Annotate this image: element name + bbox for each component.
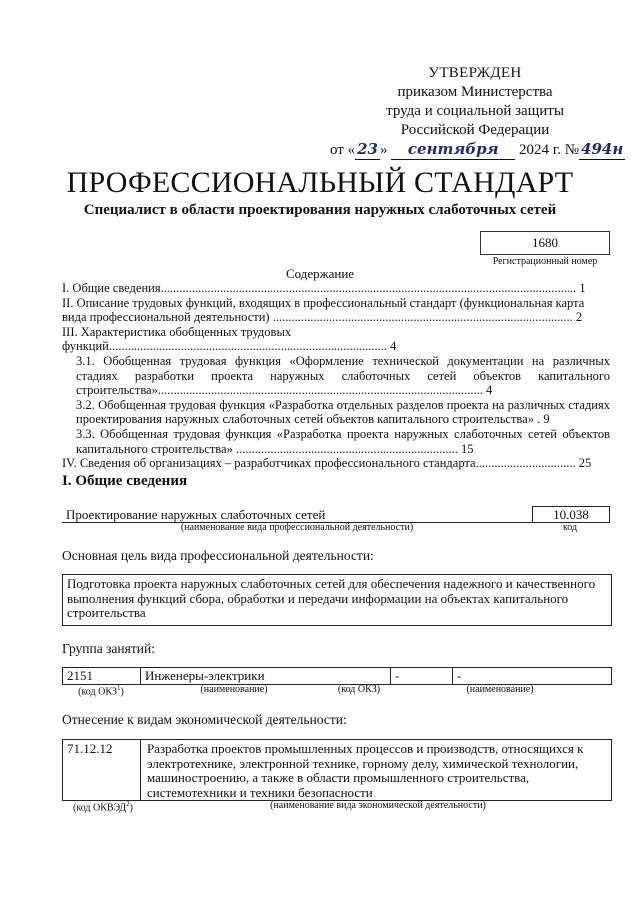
toc-item[interactable]: 3.1. Обобщенная трудовая функция «Оформление технической документации на различных стадиях разработки проекта наружных слаботочных сетей объектов капитального строительства»........................................................................................................ 4 (76, 353, 610, 398)
activity-caption: (наименование вида профессиональной деятельности) (180, 522, 414, 533)
toc-item-text: 3.3. Обобщенная трудовая функция «Разработка проекта наружных слаботочных сетей объектов капитального строительства» (76, 426, 610, 456)
toc-item-text: III. Характеристика обобщенных трудовых функций (62, 324, 292, 354)
standard-subtitle: Специалист в области проектирования наружных слаботочных сетей (83, 202, 557, 218)
okz-code-1: 2151 (63, 668, 141, 684)
toc-item-page: 4 (390, 339, 397, 354)
econ-label: Отнесение к видам экономической деятельности: (62, 712, 347, 727)
toc-item-page: 2 (575, 310, 583, 325)
section-heading: I. Общие сведения (62, 473, 188, 489)
okz-code-2: - (391, 668, 453, 684)
okz-code-caption-2: (код ОКЗ) (337, 684, 381, 695)
standard-title: ПРОФЕССИОНАЛЬНЫЙ СТАНДАРТ (66, 166, 574, 199)
toc-item-text: I. Общие сведения (62, 281, 161, 295)
occupation-group-table (62, 667, 612, 685)
goal-text: Подготовка проекта наружных слаботочных сетей для обеспечения надежного и качественного выполнения функций сбора, обработки и передачи информации на объектах капитального строительства (67, 576, 596, 621)
registration-number-box: 1680 (480, 231, 610, 255)
okz-name-caption-1: (наименование) (200, 684, 268, 695)
toc-item-page: 9 (543, 412, 550, 427)
okz-name-2: - (457, 668, 462, 683)
toc-item-text: 3.1. Обобщенная трудовая функция «Оформление технической документации на различных стадиях разработки проекта наружных слаботочных сетей объектов капитального строительства» (76, 353, 610, 398)
approval-line-labor: труда и социальной защиты (386, 103, 564, 119)
date-day: 23 (357, 140, 378, 158)
approval-line-federation: Российской Федерации (400, 122, 550, 138)
activity-code-box: 10.038 (532, 506, 610, 523)
goal-label: Основная цель вида профессиональной деятельности: (62, 548, 374, 563)
date-month: сентября (391, 140, 515, 160)
okz-name-caption-2: (наименование) (466, 684, 534, 695)
okved-code-caption: (код ОКВЭД$^2$) (73, 800, 133, 814)
goal-box (62, 574, 612, 626)
toc-item-text: IV. Сведения об организациях – разработчиках профессионального стандарта (62, 456, 476, 471)
okved-code: 71.12.12 (63, 740, 141, 800)
approval-block (330, 64, 624, 160)
toc-item[interactable]: II. Описание трудовых функций, входящих в профессиональный стандарт (функциональная карта вида профессиональной деятельности) ................................................................................................ 2 (62, 295, 585, 325)
toc-item-page: 25 (578, 456, 592, 471)
activity-name: Проектирование наружных слаботочных сетей (66, 507, 326, 522)
activity-name-field (62, 507, 532, 523)
table-of-contents (62, 281, 610, 471)
toc-item[interactable]: IV. Сведения об организациях – разработчиках профессионального стандарта................................ 25 (62, 456, 592, 471)
date-year: 2024 г. № (518, 142, 580, 158)
approval-line-ministry: приказом Министерства (397, 84, 553, 100)
approval-heading: УТВЕРЖДЕН (428, 65, 522, 81)
okz-code-caption-1: (код ОКЗ$^1$) (78, 684, 124, 698)
toc-item-page: 15 (460, 441, 474, 456)
toc-title: Содержание (285, 266, 355, 281)
date-mid: » (379, 142, 388, 158)
okved-name: Разработка проектов промышленных процессов и производств, относящихся к электротехнике, электронной технике, горному делу, химической технологии, машиностроению, а также в области промышленного строительства, системотехники и техники безопасности (147, 741, 584, 800)
economic-activity-table (62, 739, 612, 801)
toc-item[interactable]: III. Характеристика обобщенных трудовых функций......................................................................................... 4 (62, 324, 397, 354)
code-caption: код (562, 522, 578, 533)
toc-item[interactable]: 3.2. Обобщенная трудовая функция «Разработка отдельных разделов проекта на различных стадиях проектирования наружных слаботочных сетей объектов капитального строительства» . 9 (76, 397, 610, 427)
toc-item-page: 1 (579, 281, 586, 295)
order-number: 494н (581, 140, 624, 158)
toc-item-text: II. Описание трудовых функций, входящих в профессиональный стандарт (функциональная карта вида профессиональной деятельности) (62, 295, 585, 325)
toc-item[interactable]: I. Общие сведения..................................................................................................................................... 1 (62, 281, 586, 295)
date-prefix: от « (330, 142, 356, 158)
approval-date-line (330, 140, 624, 160)
toc-item-text: 3.2. Обобщенная трудовая функция «Разработка отдельных разделов проекта на различных стадиях проектирования наружных слаботочных сетей объектов капитального строительства» (76, 397, 610, 427)
toc-item[interactable]: 3.3. Обобщенная трудовая функция «Разработка проекта наружных слаботочных сетей объектов капитального строительства» ....................................................................... 15 (76, 426, 610, 456)
toc-item-page: 4 (485, 383, 493, 398)
okz-name-1: Инженеры-электрики (141, 668, 391, 684)
okved-name-caption: (наименование вида экономической деятельности) (270, 800, 486, 811)
group-label: Группа занятий: (62, 641, 155, 656)
registration-number-label: Регистрационный номер (492, 256, 598, 267)
